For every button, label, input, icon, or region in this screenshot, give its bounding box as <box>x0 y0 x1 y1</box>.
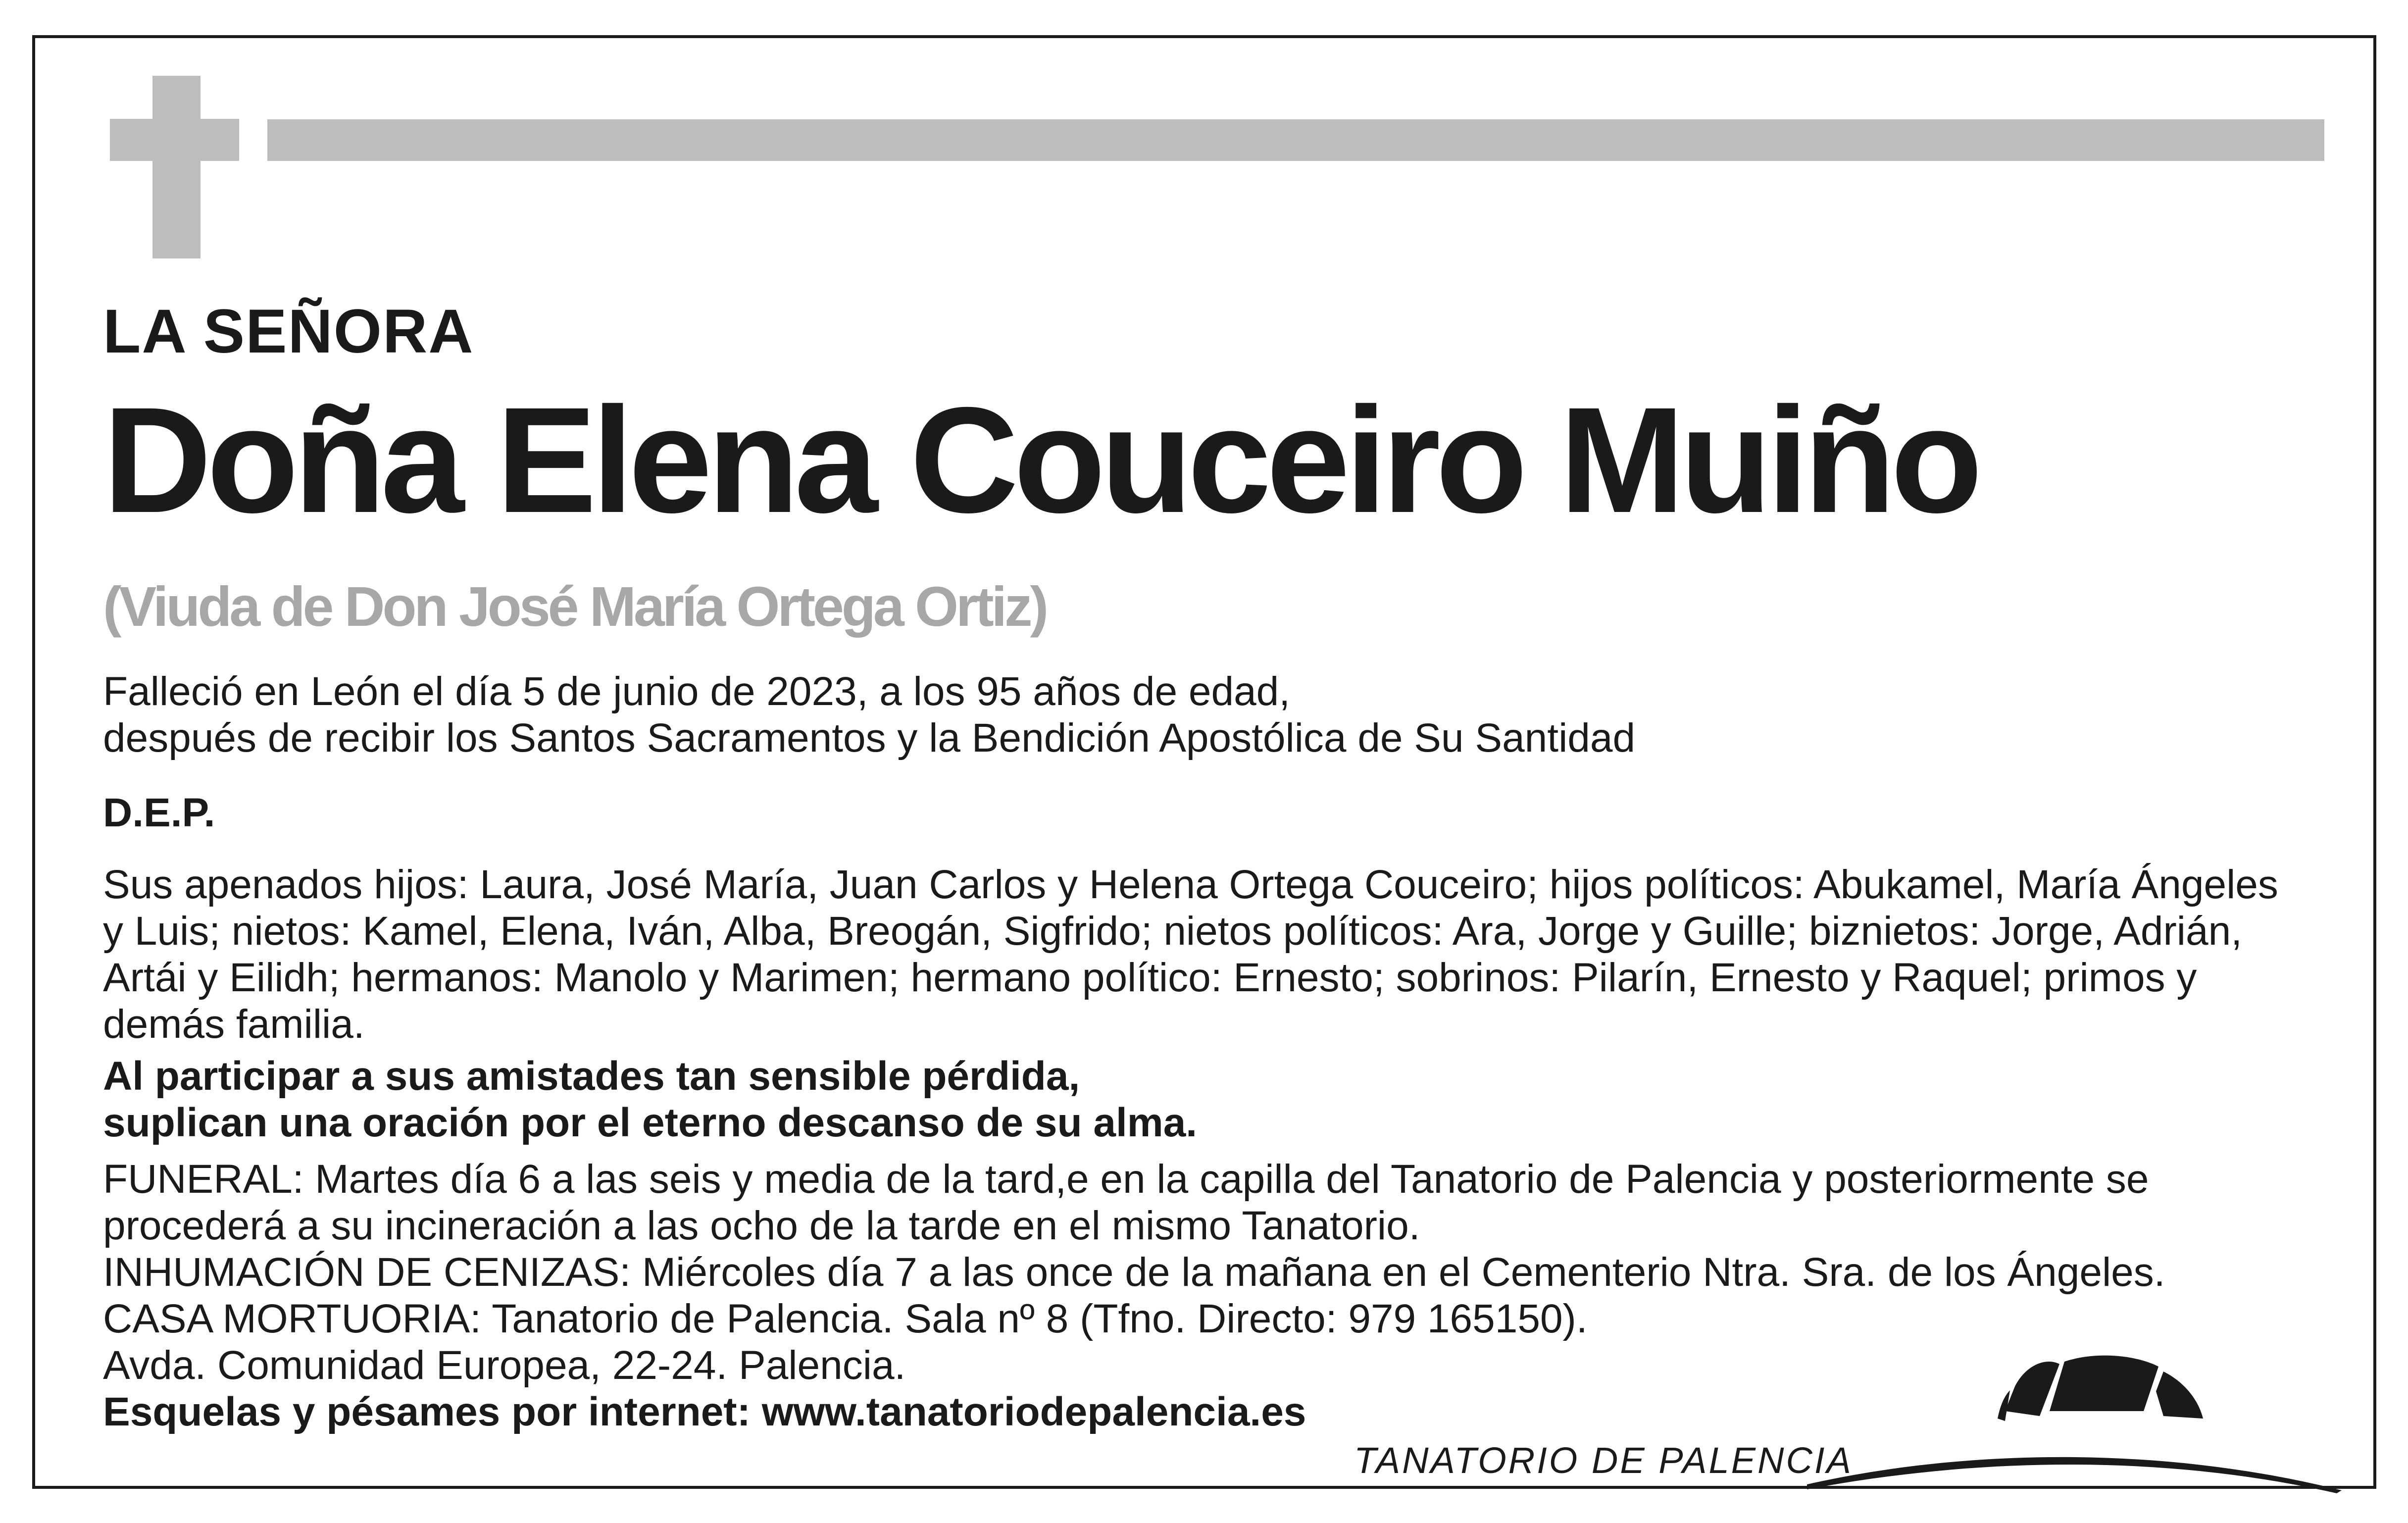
family-list: Sus apenados hijos: Laura, José María, Juan Carlos y Helena Ortega Couceiro; hijos políticos: Abukamel, María Ángeles y Luis; nietos: Kamel, Elena, Iván, Alba, Breogán, Sigfrido; nietos políticos: Ara, Jorge y Guille; biznietos: Jorge, Adrián, Artái y Eilidh; hermanos: Manolo y Marimen; hermano político: Ernesto; sobrinos: Pilarín, Ernesto y Raquel; primos y demás familia. <box>103 862 2278 1047</box>
mortuary-info: CASA MORTUORIA: Tanatorio de Palencia. Sala nº 8 (Tfno. Directo: 979 165150). <box>103 1296 1588 1341</box>
plea-line: suplican una oración por el eterno descanso de su alma. <box>103 1100 1198 1145</box>
cross-icon-bar <box>110 119 239 161</box>
tanatorio-dome-logo-icon <box>1807 1337 2352 1495</box>
title-prefix: LA SEÑORA <box>103 297 474 366</box>
death-notice-line: Falleció en León el día 5 de junio de 2023, a los 95 años de edad, <box>103 669 1291 714</box>
internet-link: Esquelas y pésames por internet: www.tanatoriodepalencia.es <box>103 1389 1306 1434</box>
plea <box>103 1053 1197 1146</box>
address: Avda. Comunidad Europea, 22-24. Palencia. <box>103 1343 906 1388</box>
header-bar <box>267 119 2324 161</box>
deceased-name: Doña Elena Couceiro Muiño <box>103 376 1978 544</box>
inhumation-info: INHUMACIÓN DE CENIZAS: Miércoles día 7 a las once de la mañana en el Cementerio Ntra. Sra. de los Ángeles. <box>103 1250 2165 1295</box>
widow-subtitle: (Viuda de Don José María Ortega Ortiz) <box>103 575 1047 638</box>
plea-line: Al participar a sus amistades tan sensible pérdida, <box>103 1054 1080 1099</box>
logo-text: TANATORIO DE PALENCIA <box>1354 1440 1853 1481</box>
death-notice <box>103 668 1635 762</box>
death-notice-line: después de recibir los Santos Sacramentos y la Bendición Apostólica de Su Santidad <box>103 715 1636 761</box>
dep-label: D.E.P. <box>103 790 215 835</box>
cross-icon <box>152 76 201 258</box>
funeral-service: FUNERAL: Martes día 6 a las seis y media de la tard,e en la capilla del Tanatorio de Palencia y posteriormente se procederá a su incineración a las ocho de la tarde en el mismo Tanatorio. <box>103 1157 2149 1248</box>
